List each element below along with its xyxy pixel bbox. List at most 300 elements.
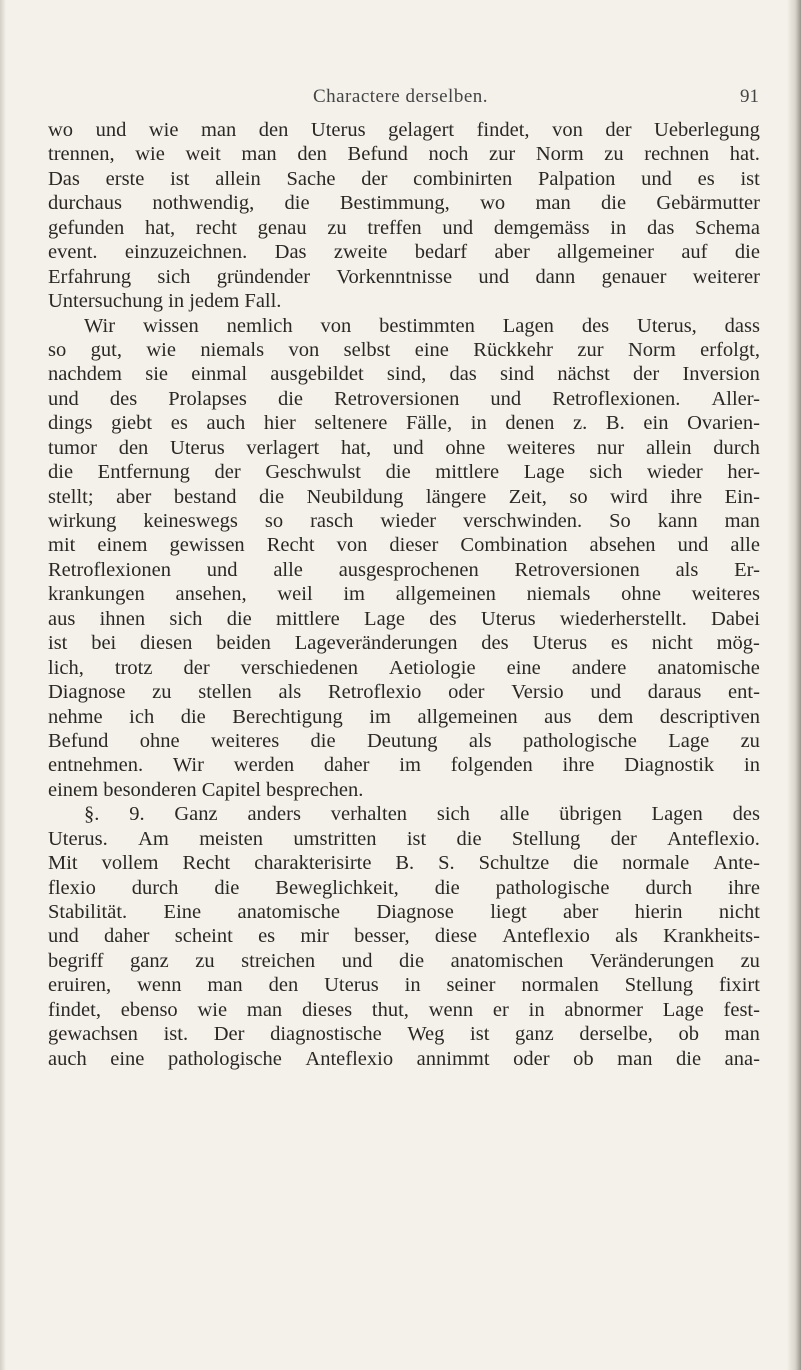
word: es [697,167,715,190]
word: umstritten [293,827,377,850]
word: er [492,998,509,1021]
word: des [581,314,610,337]
word: man [535,192,571,215]
word: allein [215,167,261,190]
text-line [48,216,760,240]
word: wird [610,485,648,508]
word: so [48,338,67,361]
word: meisten [199,827,263,850]
word: der [361,167,388,190]
word: wissen [142,314,199,337]
text-line [48,876,760,900]
word: weiteres [506,436,576,459]
word: Palpation [537,167,616,190]
word: man [241,143,277,166]
word: sich [436,803,470,826]
word: ausgesprochenen [338,558,479,581]
word: der [183,656,210,679]
word: diesen [140,632,193,655]
word: man [246,998,283,1021]
word: stellt; [48,485,94,508]
word: wieder [380,510,437,532]
word: man [617,1047,653,1070]
word: Weg [407,1023,445,1046]
word: eine [414,338,449,361]
word: z. [573,412,588,435]
word: wie [148,119,179,141]
word: in [404,974,421,997]
word: Ein- [724,485,760,508]
word: Am [138,827,169,850]
word: Lageveränderungen [294,632,458,655]
word: pathologische [495,876,610,899]
word: bestand [173,485,237,508]
word: Uterus, [637,314,697,337]
word: zu [604,143,624,166]
word: her- [727,461,760,484]
word: beiden [216,632,271,655]
text-line [48,509,760,533]
word: charakterisirte [254,852,372,875]
word: Zeit, [508,485,547,508]
word: pathologische [523,729,637,752]
word: einmal [191,363,248,386]
word: Combination [460,534,568,557]
word: Uterus [324,974,379,997]
text-line [48,362,760,386]
word: Norm [627,338,676,361]
text-line [48,118,760,142]
word: den [268,974,299,997]
word: 9. [129,803,145,826]
word: krankungen [48,583,145,606]
word: es [610,632,628,655]
word: die [259,485,285,508]
page-edge-shadow [787,0,801,1370]
word: ein [643,412,669,435]
word: niemals [526,583,591,606]
body-text [48,118,760,1071]
word: diese [434,925,477,948]
word: so [264,510,284,532]
word: daraus [647,681,702,704]
word: durch [713,436,760,459]
word: die [573,852,599,875]
word: es [258,925,276,948]
word: die [734,241,760,264]
word: Diagnose [48,681,126,704]
word: zweite [333,241,388,264]
word: gelagert [388,119,455,141]
word: Geschwulst [265,461,361,484]
word: niemals [200,338,265,361]
text-line [48,314,760,338]
word: absehen [589,534,656,557]
word: hat, [145,216,176,239]
word: ansehen, [175,583,247,606]
text-line [48,998,760,1022]
word: eruiren, [48,974,112,997]
word: Retroflexionen [48,558,171,581]
word: Prolapses [168,387,247,410]
word: die [310,729,336,752]
word: Stellung [624,974,694,997]
text-line [48,607,760,631]
text-line [48,924,760,948]
word: Dabei [711,607,760,630]
word: nächst [557,363,610,386]
word: wieder [646,461,703,484]
text-line [48,142,760,166]
word: die [676,1047,702,1070]
word: anatomischen [450,949,564,972]
word: ist [470,1023,490,1046]
word: durchaus [48,192,123,215]
word: Wir [84,314,116,337]
word: zu [740,949,760,972]
word: aber [116,485,152,508]
word: auch [48,1047,87,1070]
text-line [48,753,760,777]
word: Sache [286,167,336,190]
text-line [48,167,760,191]
word: lich, [48,656,84,679]
word: wie [135,143,165,166]
word: hierin [634,901,683,923]
word: durch [645,876,693,899]
word: und [95,119,127,141]
word: nehme [48,705,103,728]
word: des [732,803,760,826]
word: Diagnostik [624,754,715,777]
word: dass [724,314,760,337]
running-head: Charactere derselben. [312,86,489,107]
word: zur [577,338,604,361]
line-text: einem besonderen Capitel besprechen. [48,778,364,801]
word: ob [573,1047,594,1070]
word: Lagen [651,803,703,826]
text-line [48,460,760,484]
word: Ganz [174,803,218,826]
word: ganz [129,949,169,972]
word: des [109,387,138,410]
word: von [336,534,368,557]
word: dieser [389,534,439,557]
word: ana- [724,1047,760,1070]
word: mittlere [276,607,340,630]
word: B. [395,852,415,875]
word: als [278,681,302,704]
word: längere [425,485,487,508]
word: einzuzeichnen. [124,241,248,264]
word: sich [157,265,191,288]
word: und [490,387,522,410]
word: wo [480,192,506,215]
word: einem [97,534,148,557]
word: den [258,119,289,141]
word: §. [84,803,100,826]
word: von [320,314,352,337]
word: ohne [621,583,661,606]
word: Ante- [713,852,760,875]
word: ganz [515,1023,554,1046]
word: Stabilität. [48,901,128,923]
word: ist [406,827,427,850]
word: die [226,607,252,630]
word: scheint [174,925,233,948]
word: giebt [111,412,153,435]
word: Beweglichkeit, [275,876,399,899]
word: Das [48,167,80,190]
word: ent- [728,681,760,704]
word: B. [605,412,625,435]
word: und [590,681,622,704]
word: zu [195,949,215,972]
word: in [744,754,760,777]
word: Eine [163,901,202,923]
word: in [528,998,545,1021]
word: und [478,265,510,288]
word: Uterus [310,119,366,141]
word: im [399,754,421,777]
word: noch [428,143,469,166]
word: des [429,607,457,630]
word: der [633,363,660,386]
word: gut, [90,338,122,361]
word: thut, [371,998,409,1021]
text-line [48,631,760,655]
word: die [456,827,482,850]
page-number: 91 [740,86,759,107]
word: Rückkehr [473,338,553,361]
word: kann [657,510,698,532]
word: zu [152,681,172,704]
word: allein [645,436,692,459]
text-line [48,705,760,729]
text-line [48,485,760,509]
word: vollem [101,852,159,875]
word: Lage [668,729,710,752]
word: eine [506,656,541,679]
word: Mit [48,852,78,875]
word: die [48,461,74,484]
word: der [605,119,632,141]
word: verschwinden. [463,510,583,532]
word: nothwendig, [152,192,255,215]
word: trotz [114,656,153,679]
text-line [48,778,760,802]
text-line [48,240,760,264]
word: Fälle, [405,412,453,435]
word: der [610,827,637,850]
word: die [284,192,310,215]
word: allgemeinen [395,583,496,606]
word: wenn [137,974,182,997]
text-line [48,851,760,875]
word: sich [589,461,623,484]
word: flexio [48,876,96,899]
page-header [0,86,801,112]
text-line [48,680,760,704]
word: Entfernung [97,461,190,484]
word: auch [206,412,246,435]
word: Er- [734,558,760,581]
word: alle [273,558,303,581]
word: Inversion [682,363,760,386]
word: denen [505,412,555,435]
word: sind [500,363,535,386]
word: aber [494,241,530,264]
word: normale [622,852,690,875]
word: gewachsen [48,1023,138,1046]
word: dann [535,265,576,288]
word: Vorkenntnisse [336,265,453,288]
line-text: Untersuchung in jedem Fall. [48,290,282,313]
word: und [48,387,79,410]
word: ist. [163,1023,189,1046]
text-line [48,533,760,557]
text-line [48,900,760,924]
word: seltenere [314,412,388,435]
word: ist [170,167,190,190]
word: so [569,485,588,508]
word: anders [247,803,301,826]
word: allgemeiner [557,241,654,264]
text-line [48,1022,760,1046]
word: in [470,412,487,435]
word: verschiedenen [240,656,358,679]
word: findet, [476,119,530,141]
word: Schema [695,216,760,239]
word: im [369,705,391,728]
word: Recht [182,852,231,875]
word: streichen [241,949,316,972]
word: Ueberlegung [654,119,760,141]
word: weit [185,143,221,166]
word: mit [48,534,76,557]
word: man [200,119,237,141]
word: ihre [670,485,703,508]
word: ebenso [120,998,178,1021]
word: und [641,167,672,190]
word: derselbe, [579,1023,653,1046]
word: ihre [562,754,595,777]
word: den [297,143,327,166]
word: bestimmten [379,314,475,337]
word: fest- [723,998,760,1021]
word: stellen [198,681,252,704]
word: combinirten [413,167,513,190]
word: im [343,583,365,606]
word: Lage [662,998,704,1021]
word: die [385,461,411,484]
word: der [214,461,241,484]
word: Retroflexio [327,681,422,704]
word: weiterer [692,265,760,288]
word: liegt [490,901,527,923]
word: daher [103,925,150,948]
word: weiteres [210,729,280,752]
word: durch [131,876,179,899]
word: Anteflexio. [667,827,760,850]
word: gewissen [169,534,245,557]
word: und [442,216,474,239]
word: ist [48,632,68,655]
word: ausgebildet [270,363,364,386]
word: Aller- [711,387,760,410]
text-line [48,729,760,753]
word: in [610,216,627,239]
word: sie [145,363,169,386]
word: und [392,436,424,459]
text-line [48,656,760,680]
word: begriff [48,949,104,972]
word: Lage [364,607,406,630]
word: von [552,119,583,141]
word: Retroversionen [514,558,640,581]
word: tumor [48,436,97,459]
word: Befund [347,143,408,166]
word: hier [263,412,296,435]
word: annimmt [416,1047,490,1070]
word: ihnen [99,607,146,630]
word: oder [513,1047,550,1070]
text-line [48,558,760,582]
word: und [677,534,709,557]
word: anatomische [657,656,760,679]
word: Bestimmung, [339,192,450,215]
word: Norm [535,143,584,166]
word: weil [277,583,313,606]
word: das [646,216,675,239]
word: ohne [445,436,486,459]
word: Uterus [532,632,588,655]
word: Ovarien- [687,412,760,435]
word: Krankheits- [663,925,760,948]
word: und [341,949,373,972]
word: treffen [367,216,422,239]
word: werden [233,754,295,777]
word: bei [91,632,117,655]
word: seiner [446,974,496,997]
word: dings [48,412,93,435]
word: übrigen [559,803,622,826]
word: nachdem [48,363,122,386]
word: bedarf [414,241,468,264]
word: die [277,387,303,410]
word: descriptiven [659,705,760,728]
word: entnehmen. [48,754,144,777]
word: Gebärmutter [656,192,760,215]
word: sind, [386,363,427,386]
word: Schultze [478,852,550,875]
word: man [207,974,243,997]
word: event. [48,241,98,264]
word: Aetiologie [389,656,476,679]
text-line [48,191,760,215]
word: allgemeinen [417,705,518,728]
word: nicht [718,901,760,923]
word: pathologische [167,1047,282,1070]
word: Anteflexio [502,925,590,948]
word: es [170,412,188,435]
word: ist [740,167,760,190]
word: die [434,876,460,899]
word: alle [499,803,530,826]
word: weiteres [691,583,760,606]
word: von [288,338,320,361]
word: folgenden [450,754,533,777]
